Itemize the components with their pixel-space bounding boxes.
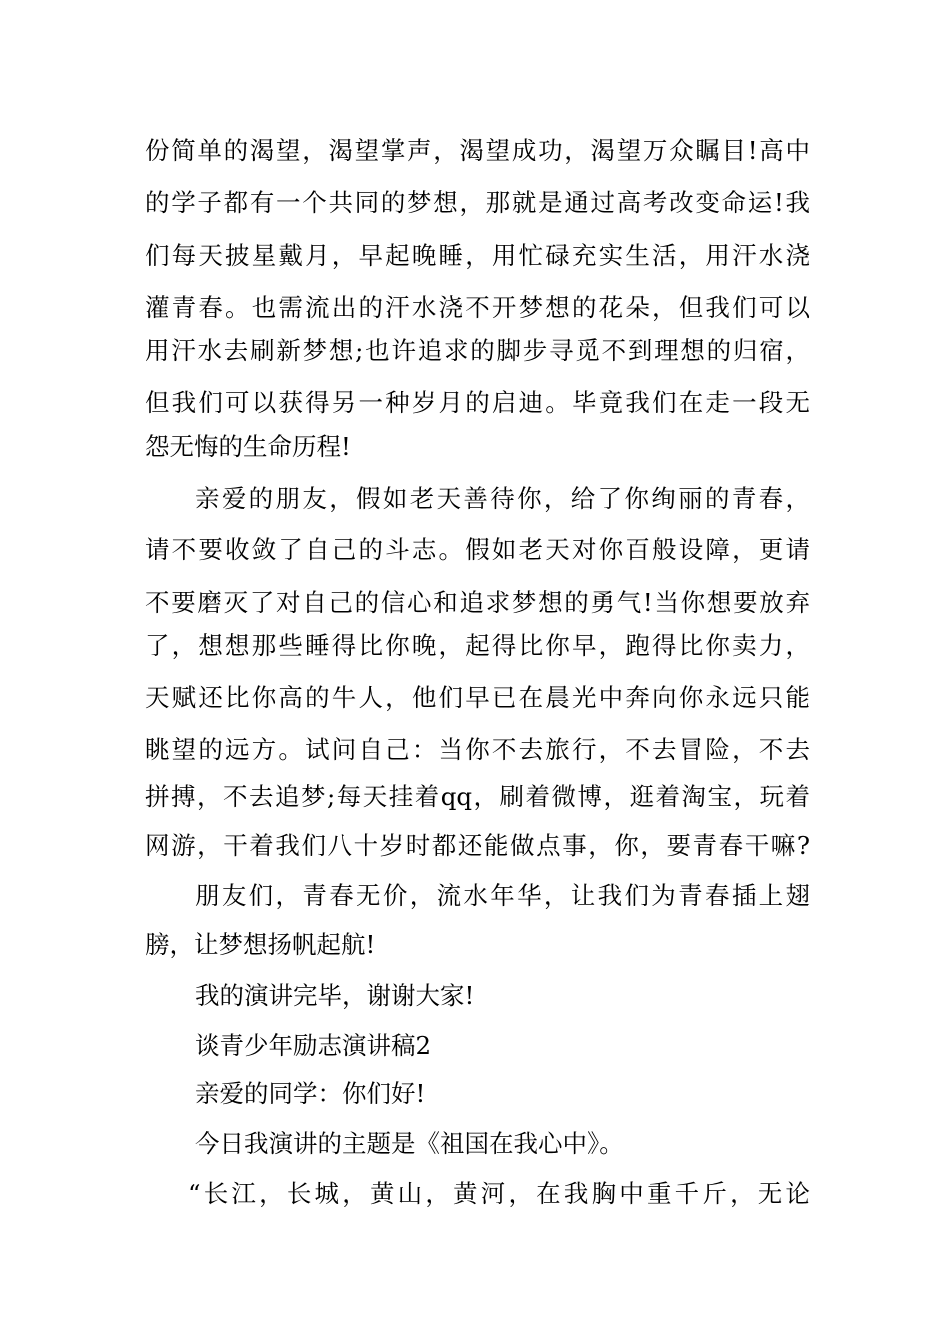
quote-line: “长江，长城，黄山，黄河，在我胸中重千斤，无论 [188,1179,810,1208]
text-line: 网游，干着我们八十岁时都还能做点事，你，要青春干嘛? [145,831,810,860]
text-line: 的学子都有一个共同的梦想，那就是通过高考改变命运!我 [145,188,810,217]
text-line: 朋友们，青春无价，流水年华，让我们为青春插上翅 [195,881,810,910]
text-line: 怨无悔的生命历程! [145,432,351,461]
closing-line: 我的演讲完毕，谢谢大家! [195,981,475,1010]
text-line: 天赋还比你高的牛人，他们早已在晨光中奔向你永远只能 [145,683,810,712]
text-line: 份简单的渴望，渴望掌声，渴望成功，渴望万众瞩目!高中 [145,136,810,165]
greeting-line: 亲爱的同学：你们好! [195,1079,426,1108]
text-line: 们每天披星戴月，早起晚睡，用忙碌充实生活，用汗水浇 [145,241,810,270]
topic-line: 今日我演讲的主题是《祖国在我心中》。 [195,1129,624,1158]
text-line: 请不要收敛了自己的斗志。假如老天对你百般设障，更请 [145,535,810,564]
text-line: 灌青春。也需流出的汗水浇不开梦想的花朵，但我们可以 [145,293,810,322]
text-line: 眺望的远方。试问自己：当你不去旅行，不去冒险，不去 [145,735,810,764]
text-line: 但我们可以获得另一种岁月的启迪。毕竟我们在走一段无 [145,388,810,417]
text-line: 膀，让梦想扬帆起航! [145,930,376,959]
speech-title: 谈青少年励志演讲稿2 [195,1031,432,1060]
text-line: 用汗水去刷新梦想;也许追求的脚步寻觅不到理想的归宿， [145,336,810,365]
text-line: 不要磨灭了对自己的信心和追求梦想的勇气!当你想要放弃 [145,588,810,617]
text-line: 亲爱的朋友，假如老天善待你，给了你绚丽的青春， [195,484,810,513]
text-line: 了，想想那些睡得比你晚，起得比你早，跑得比你卖力， [145,631,810,660]
text-line: 拼搏，不去追梦;每天挂着qq，刷着微博，逛着淘宝，玩着 [145,782,810,811]
